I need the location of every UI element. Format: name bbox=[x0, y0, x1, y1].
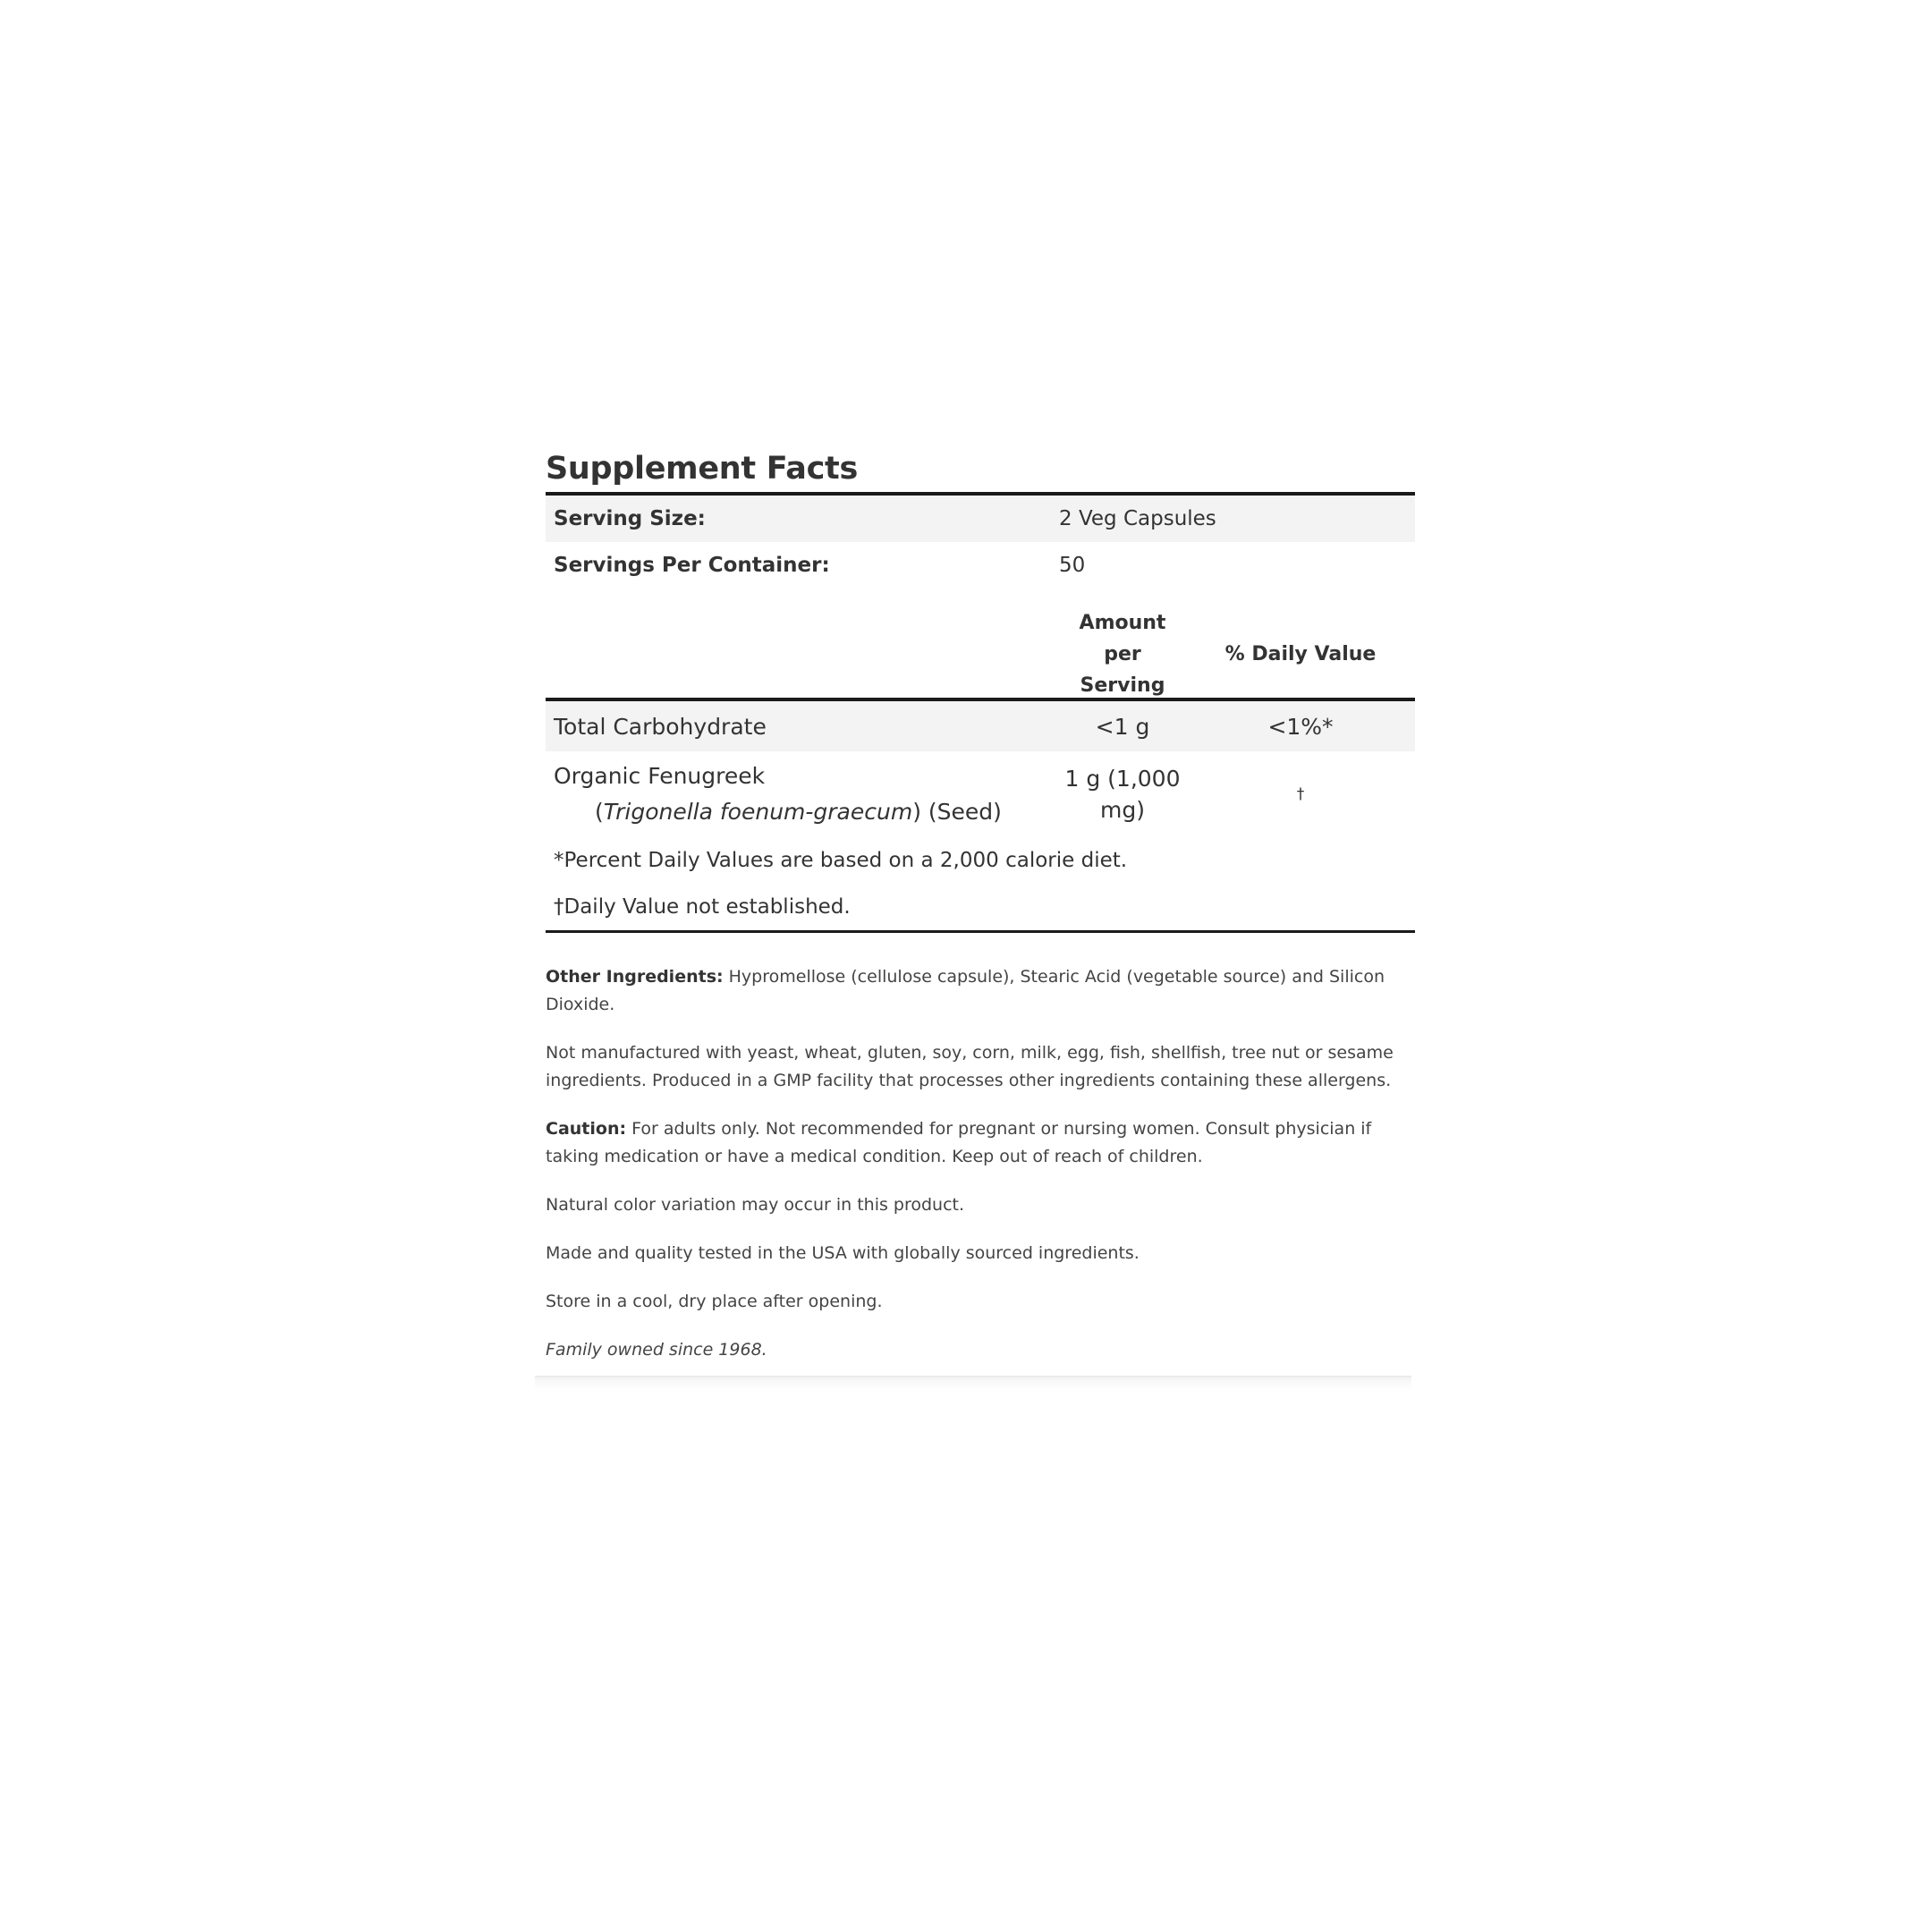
nutrient-latin-name bbox=[554, 794, 1059, 830]
servings-per-container-row bbox=[546, 542, 1415, 589]
panel-bottom-shadow bbox=[535, 1376, 1411, 1390]
serving-size-row bbox=[546, 496, 1415, 542]
page-title: Supplement Facts bbox=[546, 451, 858, 487]
nutrient-name: Total Carbohydrate bbox=[554, 713, 767, 740]
latin-close-part: ) (Seed) bbox=[912, 799, 1002, 825]
footnote-dv-not-established: †Daily Value not established. bbox=[554, 895, 851, 919]
color-variation-note: Natural color variation may occur in this product. bbox=[546, 1195, 965, 1215]
other-ingredients-text: Hypromellose (cellulose capsule), Stearic Acid (vegetable source) and Silicon Dioxide. bbox=[546, 967, 1385, 1014]
latin-open-paren: ( bbox=[595, 799, 604, 825]
header-daily-value: % Daily Value bbox=[1224, 642, 1377, 665]
serving-size-label: Serving Size: bbox=[554, 507, 706, 530]
nutrient-name: Organic Fenugreek bbox=[554, 763, 766, 789]
nutrient-amount: <1 g bbox=[1095, 713, 1150, 740]
caution-label: Caution: bbox=[546, 1119, 627, 1139]
allergen-statement: Not manufactured with yeast, wheat, gluten, soy, corn, milk, egg, fish, shellfish, tree nut or sesame ingredients. Produced in a GMP facility that processes other ingredients containing these allergens. bbox=[546, 1043, 1394, 1090]
other-ingredients-label: Other Ingredients: bbox=[546, 967, 724, 987]
nutrient-daily-value: <1%* bbox=[1267, 713, 1334, 740]
footnote-percent-dv: *Percent Daily Values are based on a 2,000 calorie diet. bbox=[554, 849, 1128, 872]
servings-per-container-value: 50 bbox=[1059, 554, 1086, 577]
table-row bbox=[546, 751, 1415, 837]
table-header bbox=[546, 610, 1415, 698]
nutrient-daily-value: † bbox=[1296, 785, 1305, 803]
made-in-usa-note: Made and quality tested in the USA with globally sourced ingredients. bbox=[546, 1243, 1140, 1263]
latin-binomial: Trigonella foenum-graecum bbox=[603, 799, 913, 825]
table-row bbox=[546, 701, 1415, 751]
header-amount-per-serving: Amount per Serving bbox=[1079, 611, 1166, 697]
family-owned-note: Family owned since 1968. bbox=[546, 1340, 767, 1360]
nutrient-name-block bbox=[546, 758, 1059, 830]
storage-note: Store in a cool, dry place after opening. bbox=[546, 1292, 883, 1311]
nutrient-amount: 1 g (1,000 mg) bbox=[1064, 766, 1181, 823]
caution-statement bbox=[546, 1115, 1415, 1171]
caution-text: For adults only. Not recommended for pregnant or nursing women. Consult physician if taking medication or have a medical condition. Keep out of reach of children. bbox=[546, 1119, 1372, 1166]
supplement-facts-panel bbox=[546, 445, 1415, 1385]
serving-size-value: 2 Veg Capsules bbox=[1059, 507, 1216, 530]
servings-per-container-label: Servings Per Container: bbox=[554, 554, 830, 577]
other-ingredients bbox=[546, 963, 1415, 1019]
